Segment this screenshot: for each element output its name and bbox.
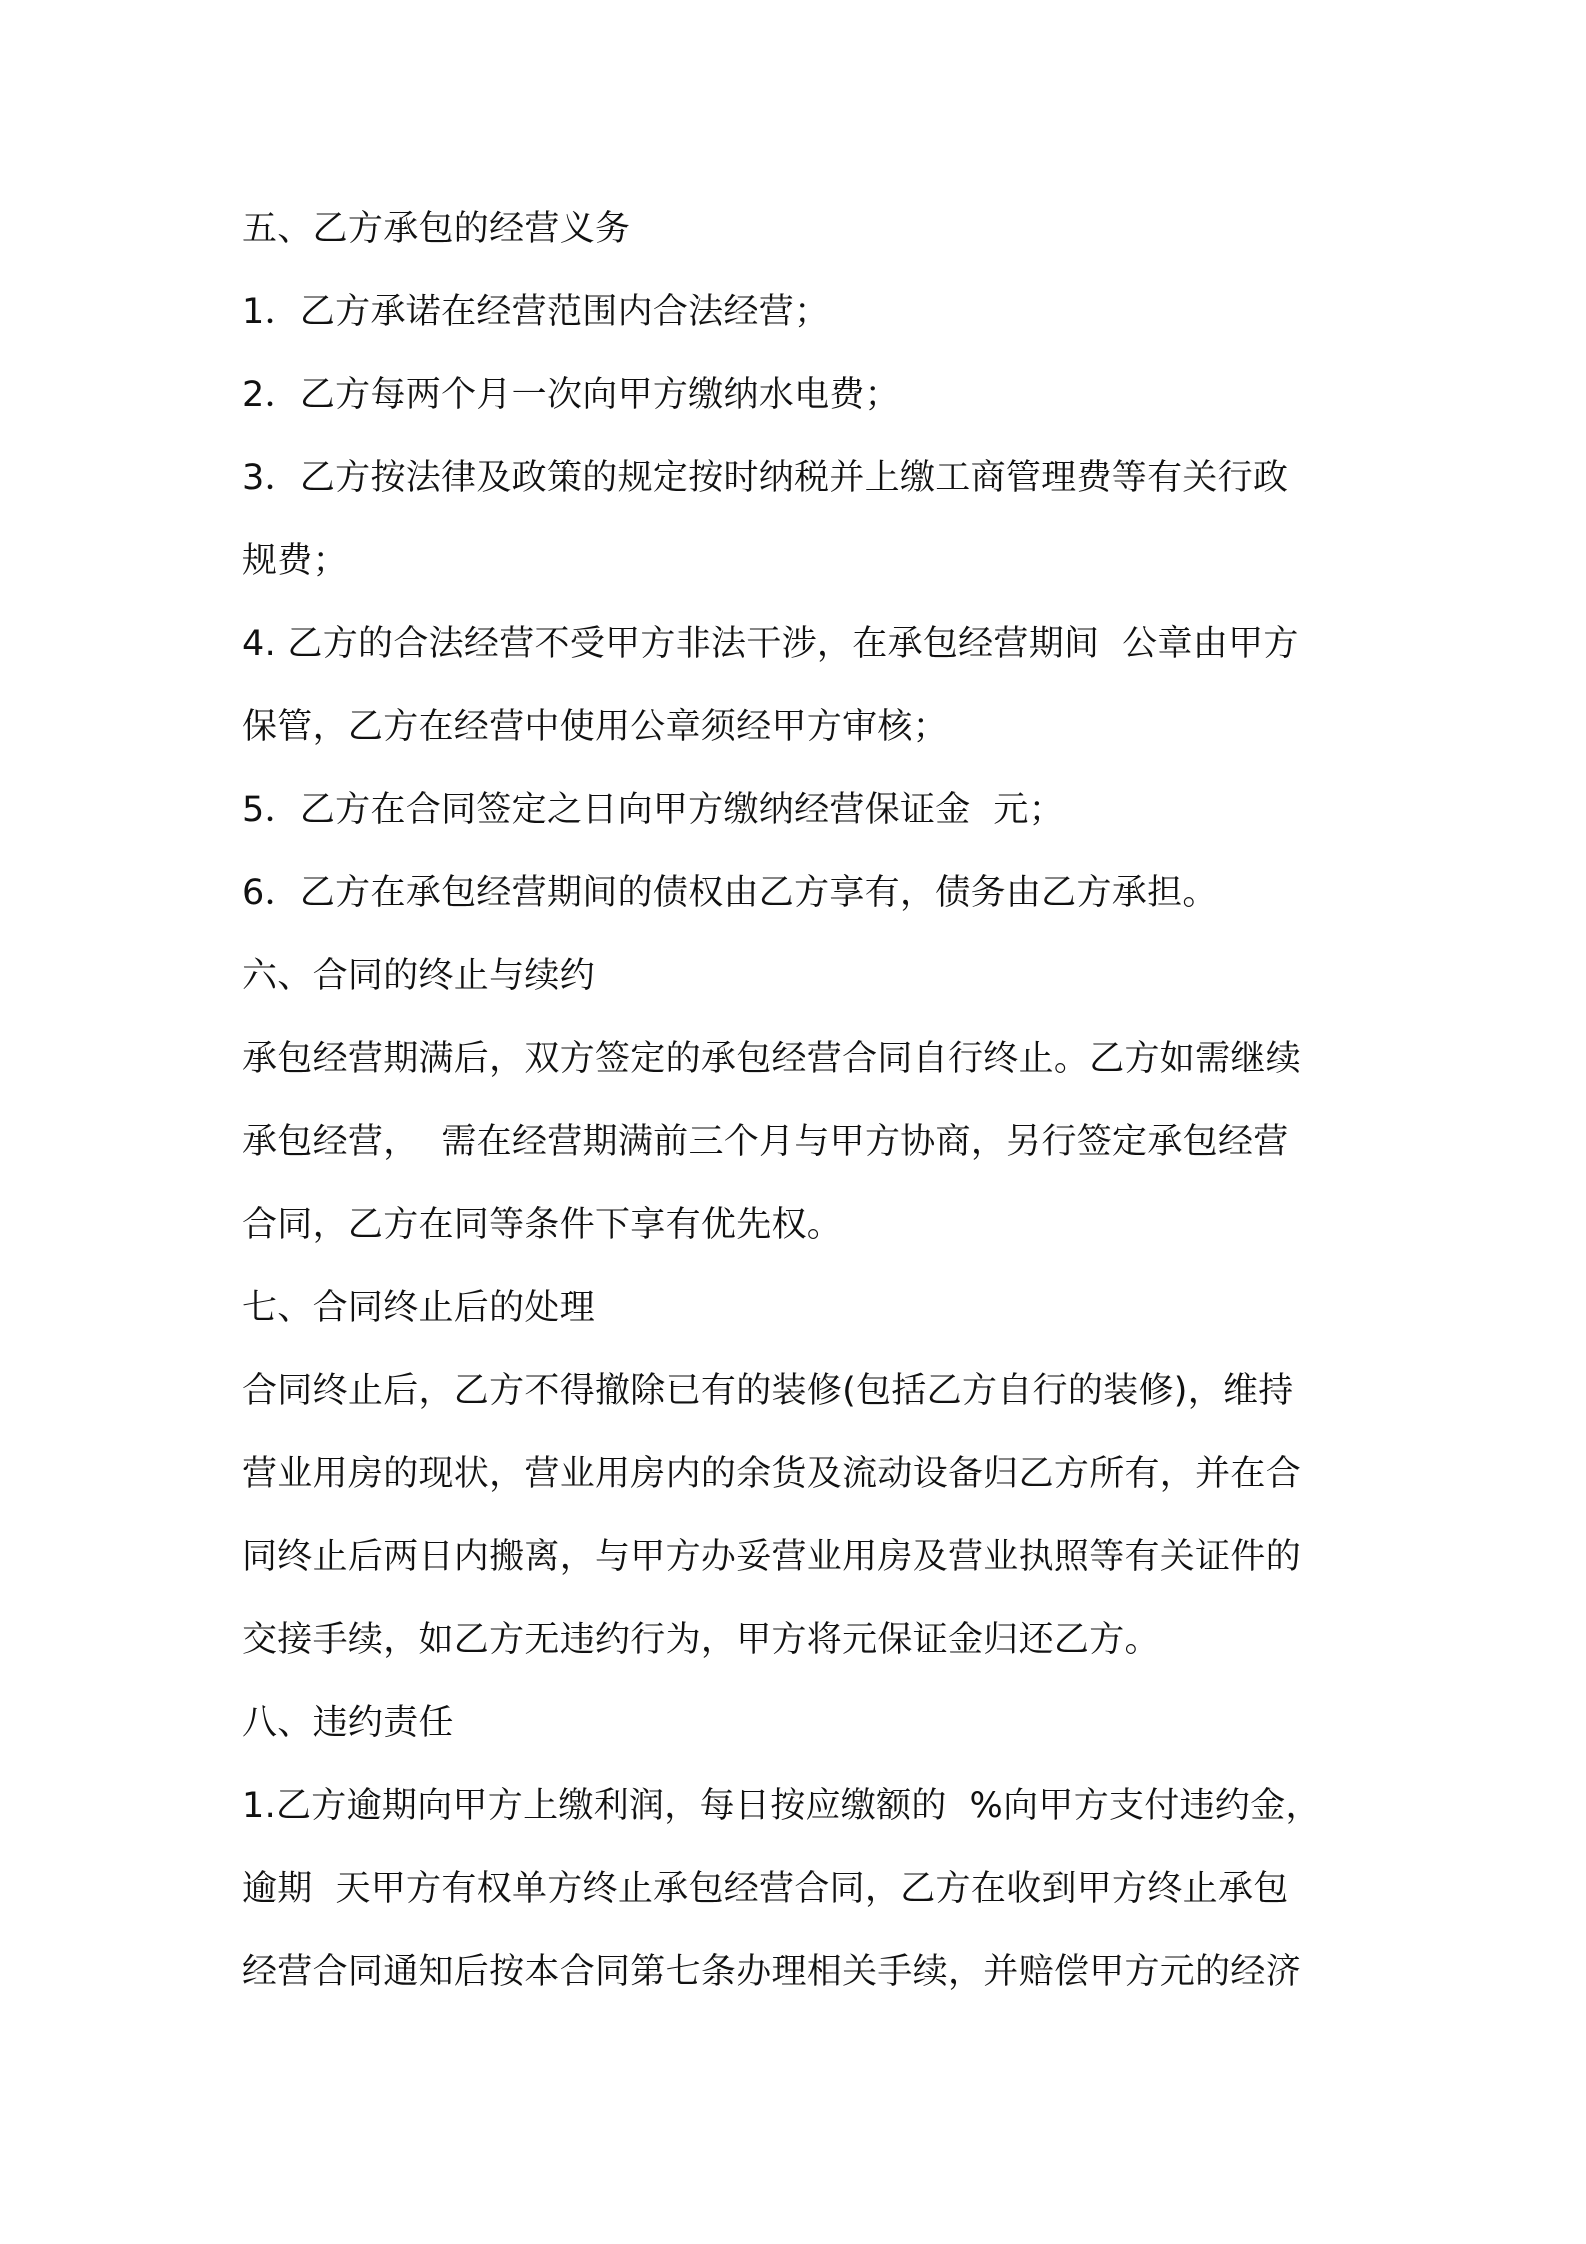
paragraph-line: 逾期 天甲方有权单方终止承包经营合同，乙方在收到甲方终止承包 [242, 1869, 1289, 1909]
section-heading-5: 五、乙方承包的经营义务 [242, 209, 631, 249]
paragraph-line: 合同终止后，乙方不得撤除已有的装修(包括乙方自行的装修)，维持 [242, 1371, 1294, 1411]
paragraph-line: 承包经营期满后，双方签定的承包经营合同自行终止。乙方如需继续 [242, 1039, 1302, 1079]
paragraph-line: 合同，乙方在同等条件下享有优先权。 [242, 1205, 843, 1245]
paragraph-line: 3．乙方按法律及政策的规定按时纳税并上缴工商管理费等有关行政 [242, 458, 1289, 498]
paragraph-line: 承包经营， 需在经营期满前三个月与甲方协商，另行签定承包经营 [242, 1122, 1289, 1162]
section-heading-6: 六、合同的终止与续约 [242, 956, 596, 996]
paragraph-line: 保管，乙方在经营中使用公章须经甲方审核； [242, 707, 949, 747]
paragraph-line: 4. 乙方的合法经营不受甲方非法干涉，在承包经营期间 公章由甲方 [242, 624, 1299, 664]
paragraph-line: 2．乙方每两个月一次向甲方缴纳水电费； [242, 375, 900, 415]
paragraph-line: 5．乙方在合同签定之日向甲方缴纳经营保证金 元； [242, 790, 1065, 830]
paragraph-line: 6．乙方在承包经营期间的债权由乙方享有，债务由乙方承担。 [242, 873, 1218, 913]
section-heading-7: 七、合同终止后的处理 [242, 1288, 596, 1328]
paragraph-line: 同终止后两日内搬离，与甲方办妥营业用房及营业执照等有关证件的 [242, 1537, 1302, 1577]
paragraph-line: 1．乙方承诺在经营范围内合法经营； [242, 292, 830, 332]
paragraph-line: 交接手续，如乙方无违约行为，甲方将元保证金归还乙方。 [242, 1620, 1160, 1660]
paragraph-line: 经营合同通知后按本合同第七条办理相关手续，并赔偿甲方元的经济 [242, 1952, 1302, 1992]
paragraph-line: 1.乙方逾期向甲方上缴利润，每日按应缴额的 %向甲方支付违约金， [242, 1786, 1321, 1826]
paragraph-line: 规费； [242, 541, 348, 581]
section-heading-8: 八、违约责任 [242, 1703, 454, 1743]
document-body [242, 188, 1362, 2014]
paragraph-line: 营业用房的现状，营业用房内的余货及流动设备归乙方所有，并在合 [242, 1454, 1302, 1494]
